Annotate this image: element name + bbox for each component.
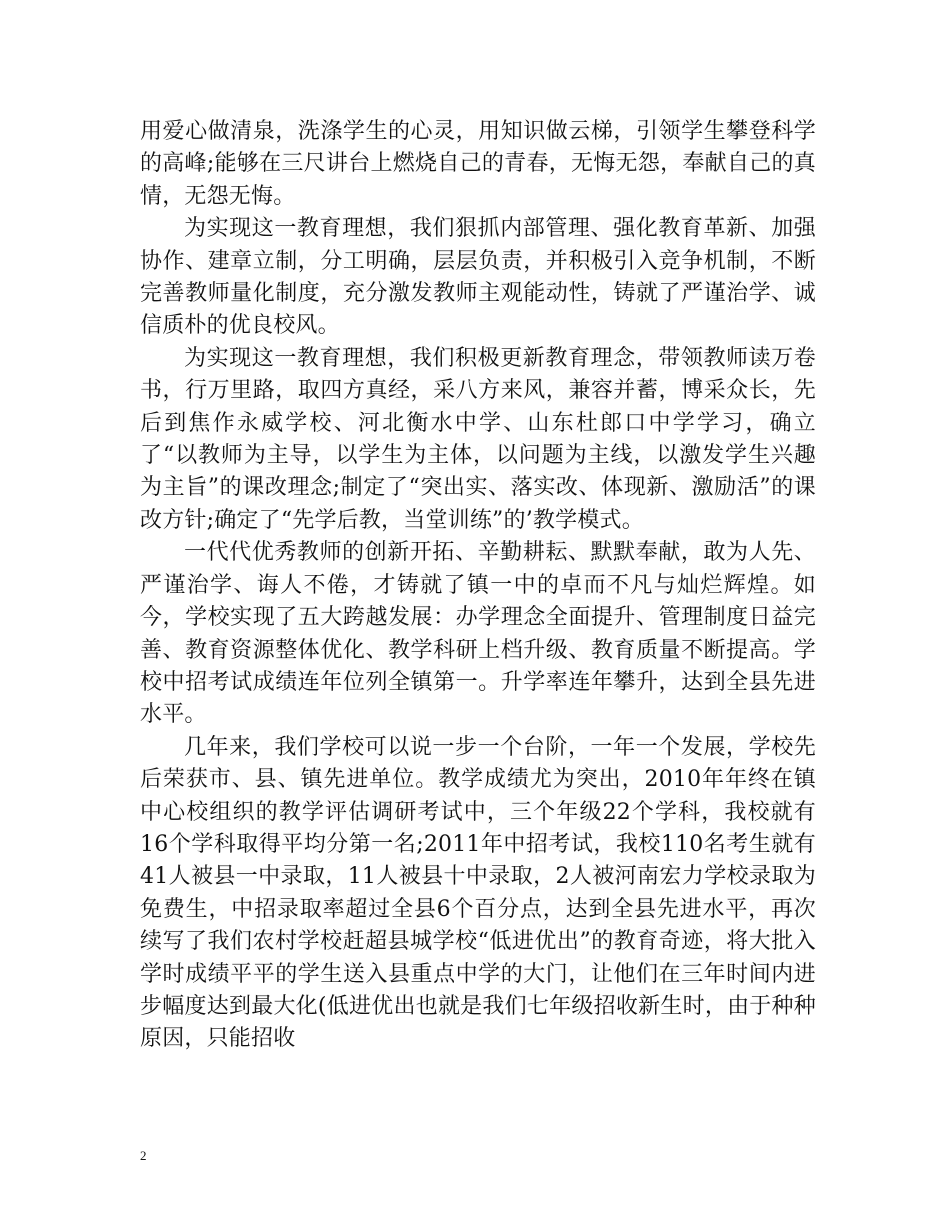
page-number: 2 bbox=[140, 1148, 147, 1163]
paragraph-4: 一代代优秀教师的创新开拓、辛勤耕耘、默默奉献，敢为人先、严谨治学、诲人不倦，才铸就了镇一中的卓而不凡与灿烂辉煌。如今，学校实现了五大跨越发展：办学理念全面提升、管理制度日益完善、教育资源整体优化、教学科研上档升级、教育质量不断提高。学校中招考试成绩连年位列全镇第一。升学率连年攀升，达到全县先进水平。 bbox=[140, 540, 816, 728]
paragraph-3: 为实现这一教育理想，我们积极更新教育理念，带领教师读万卷书，行万里路，取四方真经，采八方来风，兼容并蓄，博采众长，先后到焦作永威学校、河北衡水中学、山东杜郎口中学学习，确立了“以教师为主导，以学生为主体，以问题为主线，以激发学生兴趣为主旨”的课改理念;制定了“突出实、落实改、体现新、激励活”的课改方针;确定了“先学后教，当堂训练”的’教学模式。 bbox=[140, 345, 816, 533]
document-body bbox=[140, 116, 816, 1056]
paragraph-5: 几年来，我们学校可以说一步一个台阶，一年一个发展，学校先后荣获市、县、镇先进单位。教学成绩尤为突出，2010年年终在镇中心校组织的教学评估调研考试中，三个年级22个学科，我校就有16个学科取得平均分第一名;2011年中招考试，我校110名考生就有41人被县一中录取，11人被县十中录取，2人被河南宏力学校录取为免费生，中招录取率超过全县6个百分点，达到全县先进水平，再次续写了我们农村学校赶超县城学校“低进优出”的教育奇迹，将大批入学时成绩平平的学生送入县重点中学的大门，让他们在三年时间内进步幅度达到最大化(低进优出也就是我们七年级招收新生时，由于种种原因，只能招收 bbox=[140, 734, 816, 1052]
paragraph-1: 用爱心做清泉，洗涤学生的心灵，用知识做云梯，引领学生攀登科学的高峰;能够在三尺讲台上燃烧自己的青春，无悔无怨，奉献自己的真情，无怨无悔。 bbox=[140, 119, 816, 209]
paragraph-2: 为实现这一教育理想，我们狠抓内部管理、强化教育革新、加强协作、建章立制，分工明确，层层负责，并积极引入竞争机制，不断完善教师量化制度，充分激发教师主观能动性，铸就了严谨治学、诚信质朴的优良校风。 bbox=[140, 216, 816, 339]
